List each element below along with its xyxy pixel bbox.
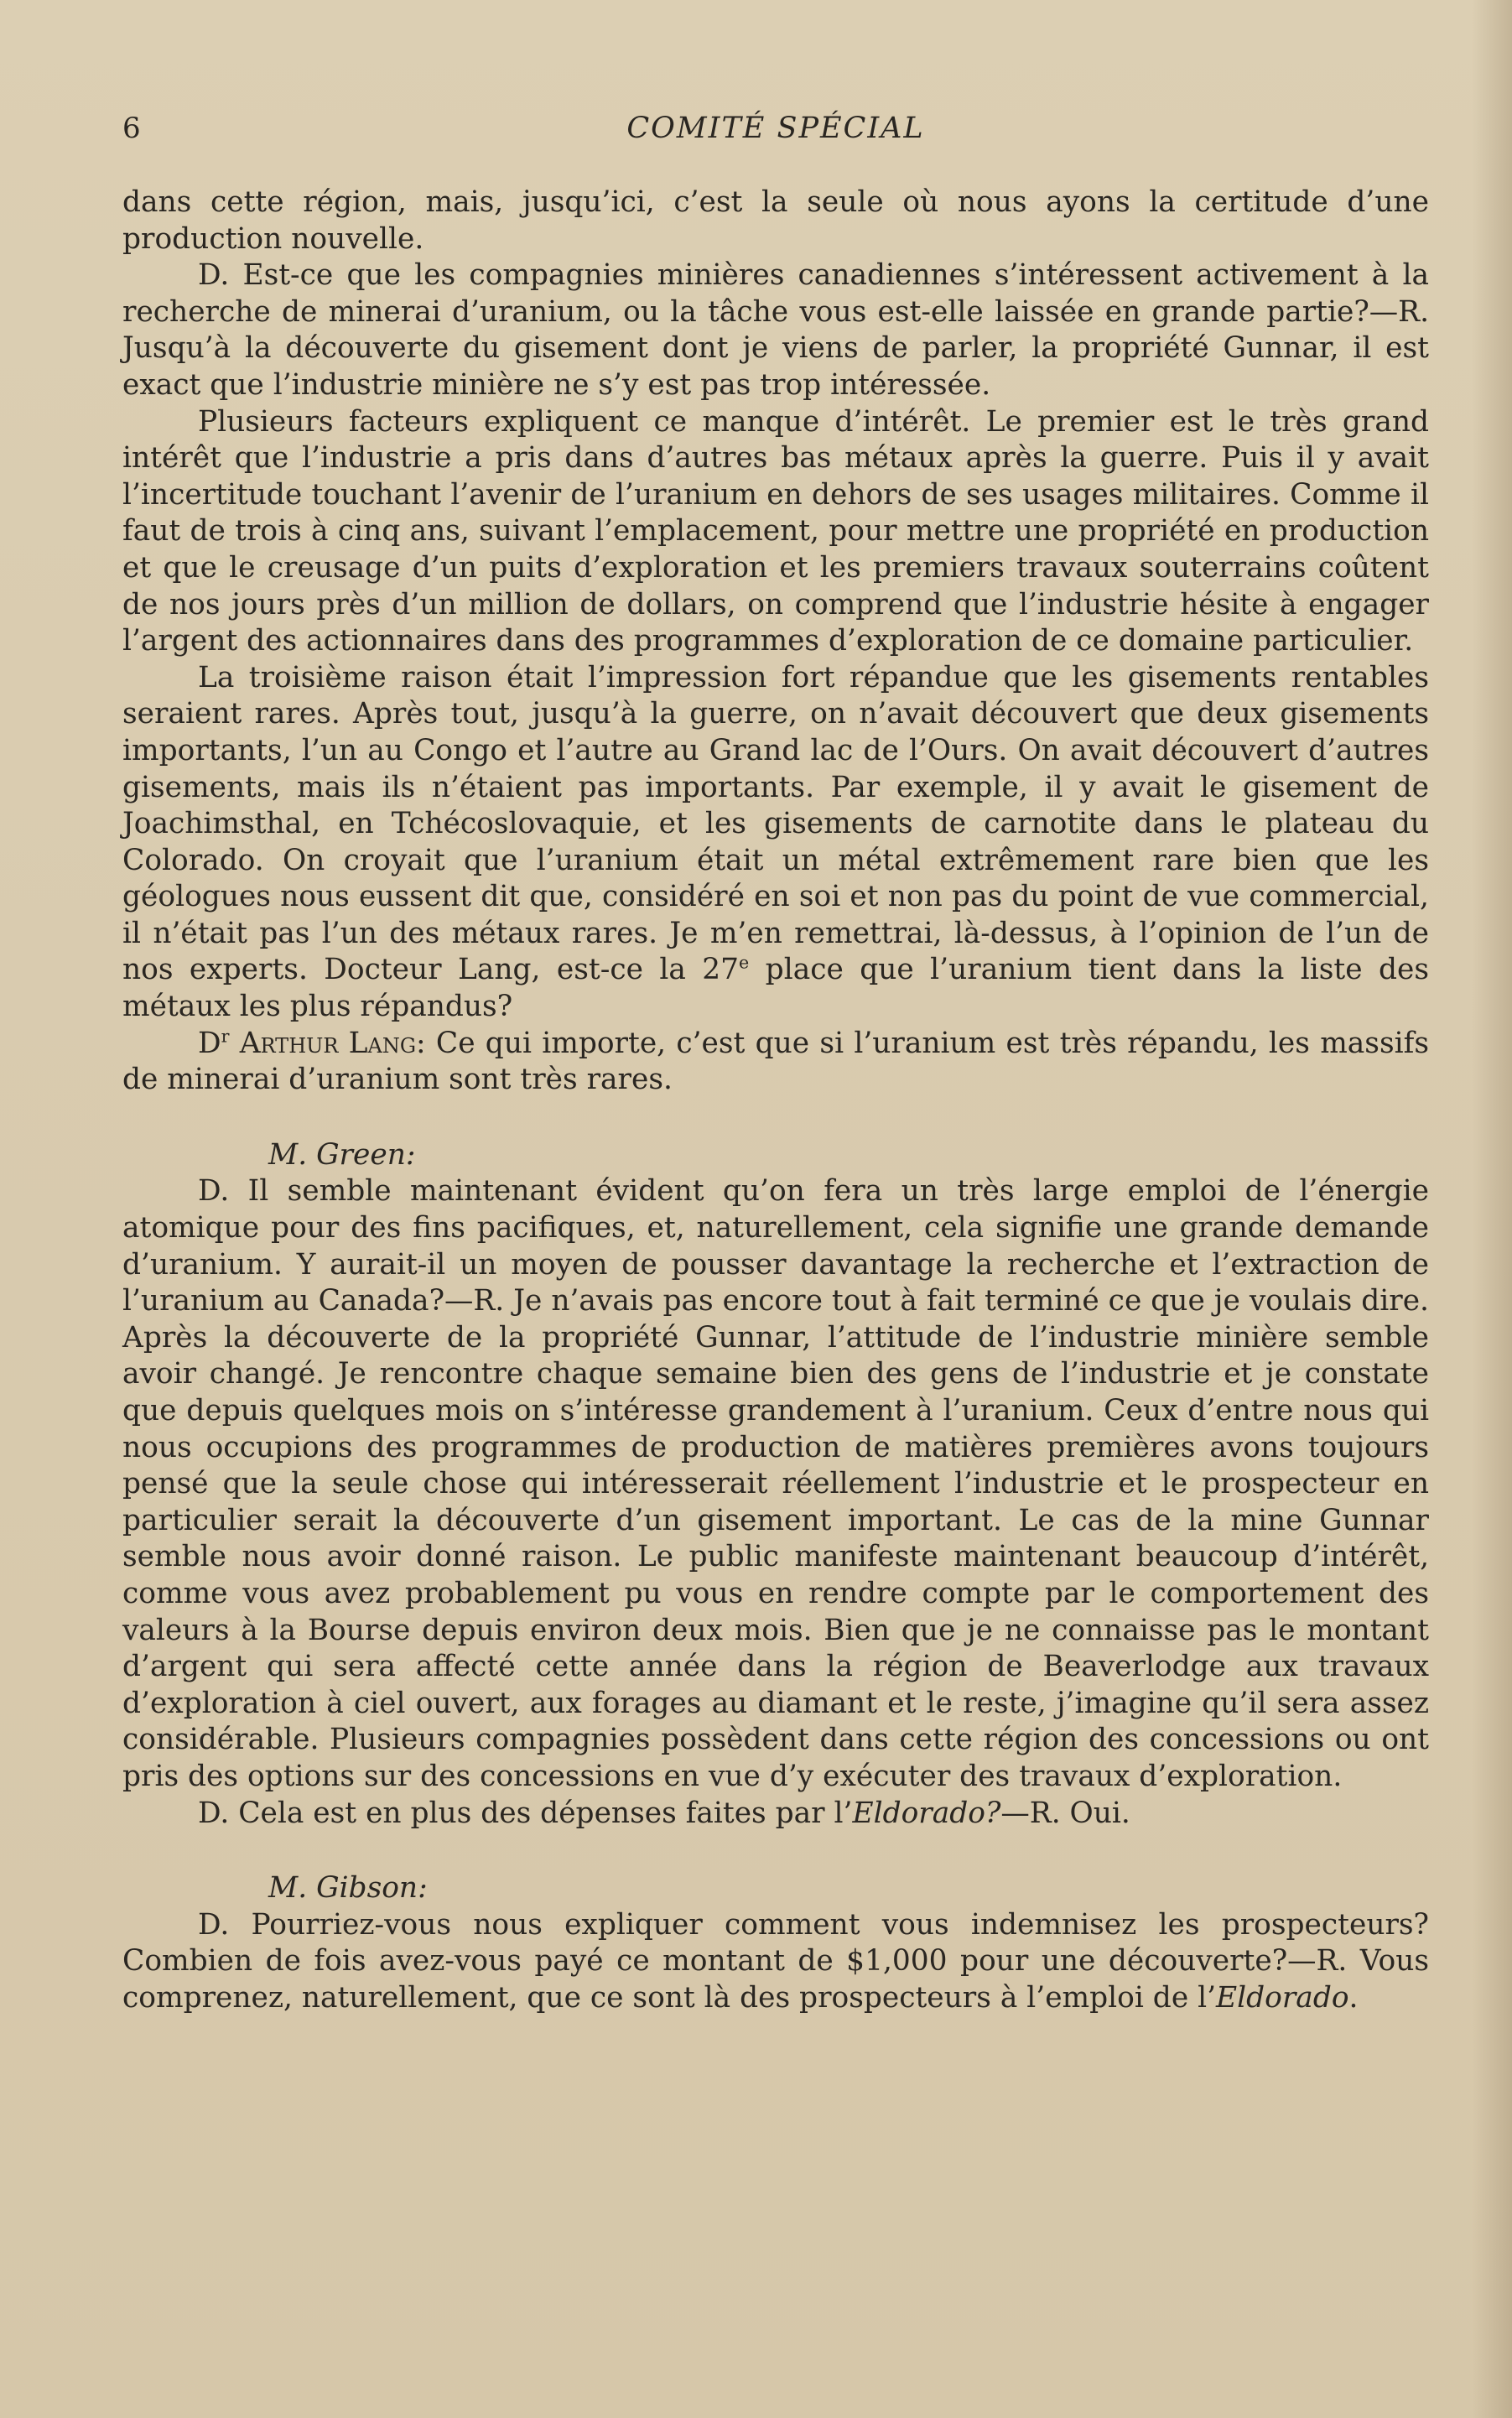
paragraph-5-text: : Ce qui importe, c’est que si l’uranium est très répandu, les massifs de minerai d’uranium sont très rares. [122, 1026, 1429, 1097]
paragraph-7 [122, 1796, 1429, 1833]
speaker-title: D [198, 1026, 221, 1060]
paragraph-4 [122, 660, 1429, 1026]
paragraph-8-text-a: D. Pourriez-vous nous expliquer comment vous indemnisez les prospecteurs? Combien de fois avez-vous payé ce montant de $1,000 pour une découverte?—R. Vous comprenez, naturellement, que ce sont là des prospecteurs à l’emploi de l’ [122, 1907, 1429, 2015]
body-text [122, 185, 1429, 2017]
paragraph-7-text-a: D. Cela est en plus des dépenses faites par l’ [198, 1796, 853, 1830]
paragraph-5 [122, 1026, 1429, 1099]
paragraph-7-italic: Eldorado? [852, 1796, 1001, 1830]
paragraph-8-text-b: . [1348, 1980, 1359, 2015]
ordinal-superscript: e [739, 953, 750, 974]
paragraph-2: D. Est-ce que les compagnies minières canadiennes s’intéressent activement à la recherche de minerai d’uranium, ou la tâche vous est-elle laissée en grande partie?—R. Jusqu’à la découverte du gisement dont je viens de parler, la propriété Gunnar, il est exact que l’industrie minière ne s’y est pas trop intéressée. [122, 258, 1429, 402]
speaker-heading-green: M. Green: [268, 1137, 416, 1172]
paragraph-4-text-a: La troisième raison était l’impression fort répandue que les gisements rentables seraient rares. Après tout, jusqu’à la guerre, on n’avait découvert que deux gisements importants, l’un au Congo et l’autre au Grand lac de l’Ours. On avait découvert d’autres gisements, mais ils n’étaient pas importants. Par exemple, il y avait le gisement de Joachimsthal, en Tchécoslovaquie, et les gisements de carnotite dans le plateau du Colorado. On croyait que l’uranium était un métal extrêmement rare bien que les géologues nous eussent dit que, considéré en soi et non pas du point de vue commercial, il n’était pas l’un des métaux rares. Je m’en remettrai, là-dessus, à l’opinion de l’un de nos experts. Docteur Lang, est-ce la 27 [122, 660, 1429, 987]
running-title: COMITÉ SPÉCIAL [626, 112, 925, 145]
paragraph-7-text-b: —R. Oui. [1000, 1796, 1130, 1830]
page-number: 6 [122, 112, 141, 145]
paragraph-8 [122, 1907, 1429, 2017]
paragraph-1: dans cette région, mais, jusqu’ici, c’est la seule où nous ayons la certitude d’une production nouvelle. [122, 185, 1429, 256]
speaker-title-superscript: r [221, 1026, 230, 1047]
paragraph-4-text-b: place que l’uranium tient dans la liste des métaux les plus répandus? [122, 953, 1430, 1024]
speaker-name: Arthur Lang [239, 1026, 417, 1060]
page-header [122, 107, 1429, 149]
page-spine-shadow [1472, 0, 1512, 2418]
paragraph-6: D. Il semble maintenant évident qu’on fera un très large emploi de l’énergie atomique pour des fins pacifiques, et, naturellement, cela signifie une grande demande d’uranium. Y aurait-il un moyen de pousser davantage la recherche et l’extraction de l’uranium au Canada?—R. Je n’avais pas encore tout à fait terminé ce que je voulais dire. Après la découverte de la propriété Gunnar, l’attitude de l’industrie minière semble avoir changé. Je rencontre chaque semaine bien des gens de l’industrie et je constate que depuis quelques mois on s’intéresse grandement à l’uranium. Ceux d’entre nous qui nous occupions des programmes de production de matières premières avons toujours pensé que la seule chose qui intéresserait réellement l’industrie et le prospecteur en particulier serait la découverte d’un gisement important. Le cas de la mine Gunnar semble nous avoir donné raison. Le public manifeste maintenant beaucoup d’intérêt, comme vous avez probablement pu vous en rendre compte par le comportement des valeurs à la Bourse depuis environ deux mois. Bien que je ne connaisse pas le montant d’argent qui sera affecté cette année dans la région de Beaverlodge aux travaux d’exploration à ciel ouvert, aux forages au diamant et le reste, j’imagine qu’il sera assez considérable. Plusieurs compagnies possèdent dans cette région des concessions ou ont pris des options sur des concessions en vue d’y exécuter des travaux d’exploration. [122, 1174, 1429, 1793]
speaker-heading-gibson: M. Gibson: [268, 1871, 428, 1906]
paragraph-8-italic: Eldorado [1216, 1980, 1349, 2015]
paragraph-3: Plusieurs facteurs expliquent ce manque d’intérêt. Le premier est le très grand intérêt que l’industrie a pris dans d’autres bas métaux après la guerre. Puis il y avait l’incertitude touchant l’avenir de l’uranium en dehors de ses usages militaires. Comme il faut de trois à cinq ans, suivant l’emplacement, pour mettre une propriété en production et que le creusage d’un puits d’exploration et les premiers travaux souterrains coûtent de nos jours près d’un million de dollars, on comprend que l’industrie hésite à engager l’argent des actionnaires dans des programmes d’exploration de ce domaine particulier. [122, 404, 1429, 658]
